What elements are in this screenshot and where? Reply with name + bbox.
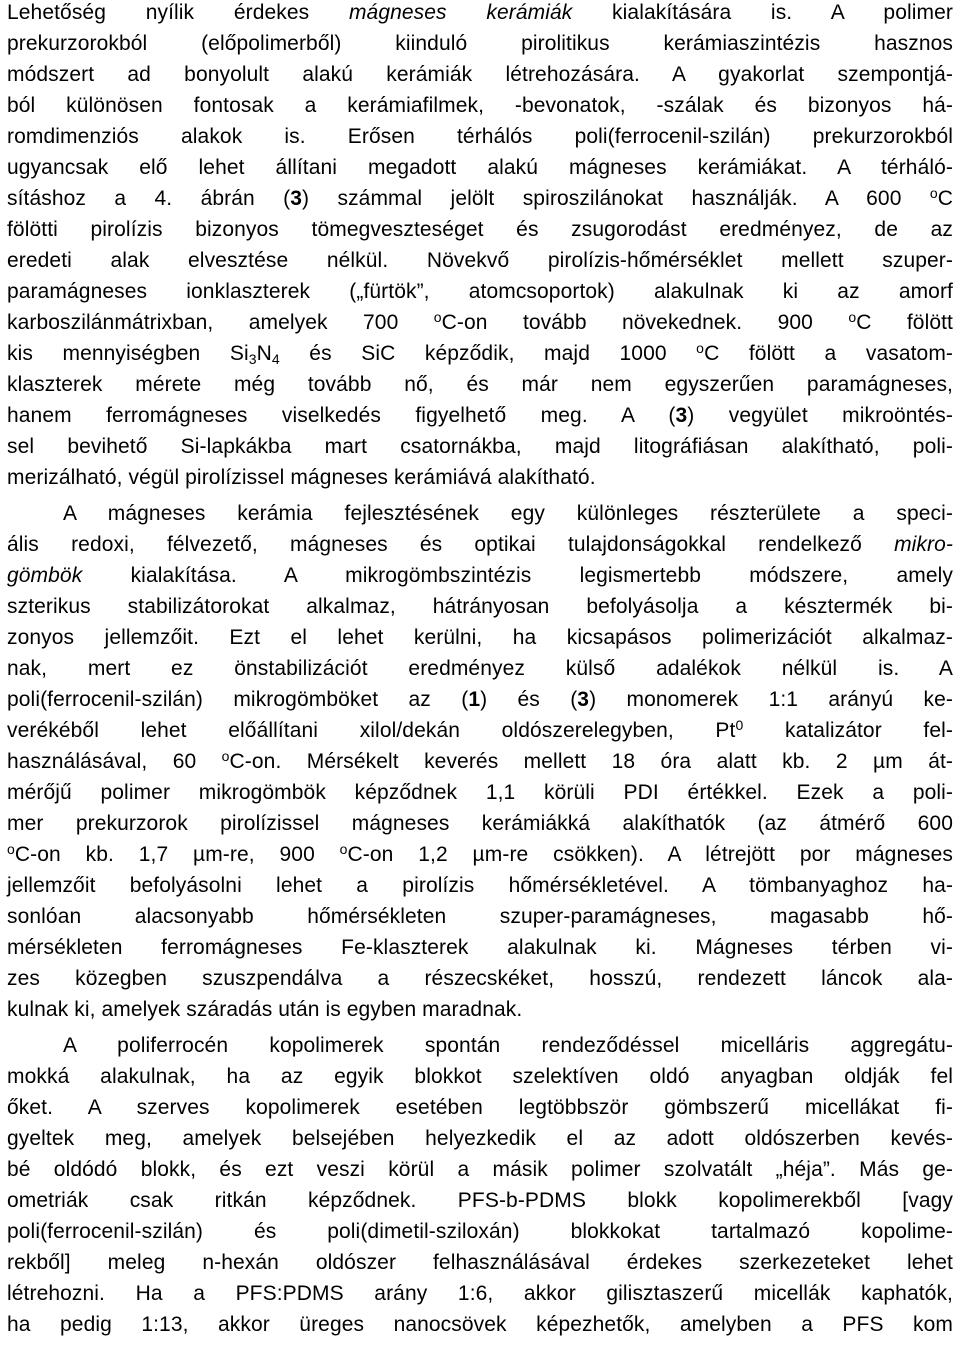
- text-line: mer prekurzorok pirolízissel mágneses kerámiákká alakíthatók (az átmérő 600: [7, 812, 953, 835]
- text-line: jellemzőit befolyásolni lehet a pirolízis hőmérsékletével. A tömbanyaghoz ha-: [7, 874, 953, 897]
- text-line: mérőjű polimer mikrogömbök képződnek 1,1 körüli PDI értékkel. Ezek a poli-: [7, 781, 953, 804]
- text-line: kis mennyiségben $Si_3N_4$ és SiC képződik, majd 1000 $^o$C fölött a vasatom-: [7, 340, 954, 367]
- text-line: ugyancsak elő lehet állítani megadott alakú mágneses kerámiákat. A térháló-: [7, 156, 953, 179]
- text-line: karboszilánmátrixban, amelyek 700 $^o$C-on tovább növekednek. 900 $^o$C fölött: [7, 309, 953, 334]
- text-line: bé oldódó blokk, és ezt veszi körül a másik polimer szolvatált „héja”. Más ge-: [7, 1158, 953, 1181]
- text-line: mérsékleten ferromágneses Fe-klaszterek alakulnak ki. Mágneses térben vi-: [7, 936, 953, 959]
- text-line: gyeltek meg, amelyek belsejében helyezkedik el az adott oldószerben kevés-: [7, 1127, 953, 1150]
- text-line: őket. A szerves kopolimerek esetében legtöbbször gömbszerű micellákat fi-: [7, 1096, 953, 1119]
- text-line: ha pedig 1:13, akkor üreges nanocsövek képezhetők, amelyben a PFS kom: [7, 1313, 953, 1336]
- text-line: klaszterek mérete még tovább nő, és már nem egyszerűen paramágneses,: [7, 373, 953, 396]
- text-line: verékéből lehet előállítani xilol/dekán oldószerelegyben, Pt$^0$ katalizátor fel-: [7, 717, 953, 742]
- text-line: zes közegben szuszpendálva a részecskéket, hosszú, rendezett láncok ala-: [7, 967, 953, 990]
- text-line: A poliferrocén kopolimerek spontán rendeződéssel micelláris aggregátu-: [63, 1034, 953, 1057]
- text-line: gömbök kialakítása. A mikrogömbszintézis legismertebb módszere, amely: [7, 564, 953, 587]
- text-line: szterikus stabilizátorokat alkalmaz, hátrányosan befolyásolja a késztermék bi-: [7, 595, 953, 618]
- text-line: prekurzorokból (előpolimerből) kiinduló pirolitikus kerámiaszintézis hasznos: [7, 32, 953, 55]
- text-line: zonyos jellemzőit. Ezt el lehet kerülni, ha kicsapásos polimerizációt alkalmaz-: [7, 626, 953, 649]
- text-line: ális redoxi, félvezető, mágneses és optikai tulajdonságokkal rendelkező mikro-: [7, 533, 953, 556]
- text-line: sel bevihető Si-lapkákba mart csatornákba, majd litográfiásan alakítható, poli-: [7, 435, 953, 458]
- text-line: sításhoz a 4. ábrán (3) számmal jelölt spiroszilánokat használják. A 600 $^o$C: [7, 185, 953, 210]
- text-line: Lehetőség nyílik érdekes mágneses kerámiák kialakítására is. A polimer: [7, 1, 953, 24]
- text-line: kulnak ki, amelyek száradás után is egyben maradnak.: [7, 998, 523, 1021]
- text-line: poli(ferrocenil-szilán) és poli(dimetil-sziloxán) blokkokat tartalmazó kopolime-: [7, 1220, 953, 1243]
- text-line: sonlóan alacsonyabb hőmérsékleten szuper-paramágneses, magasabb hő-: [7, 905, 953, 928]
- text-line: eredeti alak elvesztése nélkül. Növekvő pirolízis-hőmérséklet mellett szuper-: [7, 249, 953, 272]
- text-line: rekből] meleg n-hexán oldószer felhasználásával érdekes szerkezeteket lehet: [7, 1251, 953, 1274]
- text-line: poli(ferrocenil-szilán) mikrogömböket az (1) és (3) monomerek 1:1 arányú ke-: [7, 688, 953, 711]
- text-line: módszert ad bonyolult alakú kerámiák létrehozására. A gyakorlat szempontjá-: [7, 63, 953, 86]
- text-line: fölötti pirolízis bizonyos tömegveszteséget és zsugorodást eredményez, de az: [7, 218, 953, 241]
- text-line: használásával, 60 $^o$C-on. Mérsékelt keverés mellett 18 óra alatt kb. 2 µm át-: [7, 748, 953, 773]
- text-line: $^o$C-on kb. 1,7 µm-re, 900 $^o$C-on 1,2 µm-re csökken). A létrejött por mágneses: [7, 841, 953, 866]
- text-line: nak, mert ez önstabilizációt eredményez külső adalékok nélkül is. A: [7, 657, 953, 680]
- text-line: romdimenziós alakok is. Erősen térhálós poli(ferrocenil-szilán) prekurzorokból: [7, 125, 953, 148]
- text-line: paramágneses ionklaszterek („fürtök”, atomcsoportok) alakulnak ki az amorf: [7, 280, 953, 303]
- text-line: mokká alakulnak, ha az egyik blokkot szelektíven oldó anyagban oldják fel: [7, 1065, 953, 1088]
- text-line: hanem ferromágneses viselkedés figyelhető meg. A (3) vegyület mikroöntés-: [7, 404, 953, 427]
- text-line: merizálható, végül pirolízissel mágneses kerámiává alakítható.: [7, 466, 596, 489]
- text-line: ometriák csak ritkán képződnek. PFS-b-PDMS blokk kopolimerekből [vagy: [7, 1189, 953, 1212]
- text-line: ból különösen fontosak a kerámiafilmek, -bevonatok, -szálak és bizonyos há-: [7, 94, 953, 117]
- text-line: létrehozni. Ha a PFS:PDMS arány 1:6, akkor gilisztaszerű micellák kaphatók,: [7, 1282, 953, 1305]
- text-line: A mágneses kerámia fejlesztésének egy különleges részterülete a speci-: [63, 502, 953, 525]
